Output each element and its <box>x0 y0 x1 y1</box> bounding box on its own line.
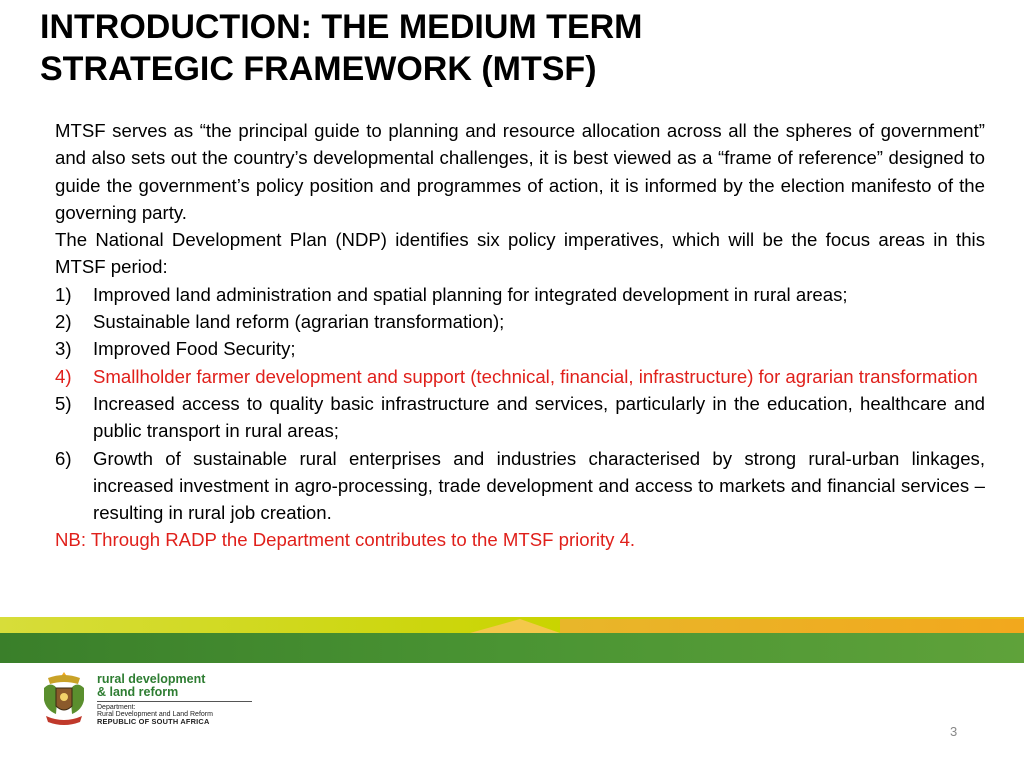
ndp-paragraph: The National Development Plan (NDP) identifies six policy imperatives, which will be the focus areas in this MTSF period: <box>55 229 985 278</box>
nb-note: NB: Through RADP the Department contributes to the MTSF priority 4. <box>55 529 636 551</box>
list-item-text: Improved Food Security; <box>93 338 296 360</box>
list-item <box>55 308 985 335</box>
list-item-number: 4) <box>55 365 72 387</box>
list-item-text: Sustainable land reform (agrarian transformation); <box>93 311 505 333</box>
policy-imperatives-list <box>55 281 985 527</box>
band-green <box>0 633 1024 663</box>
intro-paragraph: MTSF serves as “the principal guide to planning and resource allocation across all the spheres of government” and also sets out the country’s developmental challenges, it is best viewed as a “frame of reference” designed to guide the government’s policy position and programmes of action, it is informed by the election manifesto of the governing party. <box>55 120 985 223</box>
coat-of-arms-icon <box>38 670 90 728</box>
logo-text-line-2: & land reform <box>97 685 179 699</box>
department-label: Department: <box>97 704 136 711</box>
band-orange <box>560 619 1024 633</box>
logo-divider <box>97 701 252 702</box>
list-item-number: 3) <box>55 338 72 360</box>
department-name: Rural Development and Land Reform <box>97 711 213 718</box>
list-item <box>55 335 985 362</box>
country-name: REPUBLIC OF SOUTH AFRICA <box>97 717 210 726</box>
slide-title <box>40 6 980 90</box>
logo-text-line-1: rural development <box>97 672 206 686</box>
list-item-number: 1) <box>55 283 72 305</box>
page-number: 3 <box>950 724 958 739</box>
list-item <box>55 281 985 308</box>
color-band-graphic <box>0 617 1024 663</box>
list-item <box>55 390 985 445</box>
list-item-number: 5) <box>55 392 72 414</box>
department-logo <box>38 668 238 730</box>
decorative-color-band <box>0 617 1024 663</box>
list-item <box>55 445 985 527</box>
list-item-number: 6) <box>55 447 72 469</box>
list-item-text: Improved land administration and spatial planning for integrated development in rural areas; <box>93 283 848 305</box>
list-item-highlighted <box>55 363 985 390</box>
slide-body <box>55 117 985 554</box>
slide-title-line-1: INTRODUCTION: THE MEDIUM TERM <box>40 8 643 46</box>
list-item-text: Increased access to quality basic infrastructure and services, particularly in the education, healthcare and public transport in rural areas; <box>93 392 985 442</box>
list-item-number: 2) <box>55 311 72 333</box>
list-item-text: Growth of sustainable rural enterprises and industries characterised by strong rural-urban linkages, increased investment in agro-processing, trade development and access to markets and financial services – resulting in rural job creation. <box>93 447 985 524</box>
slide-title-line-2: STRATEGIC FRAMEWORK (MTSF) <box>40 50 597 88</box>
list-item-text: Smallholder farmer development and support (technical, financial, infrastructure) for agrarian transformation <box>93 365 978 387</box>
